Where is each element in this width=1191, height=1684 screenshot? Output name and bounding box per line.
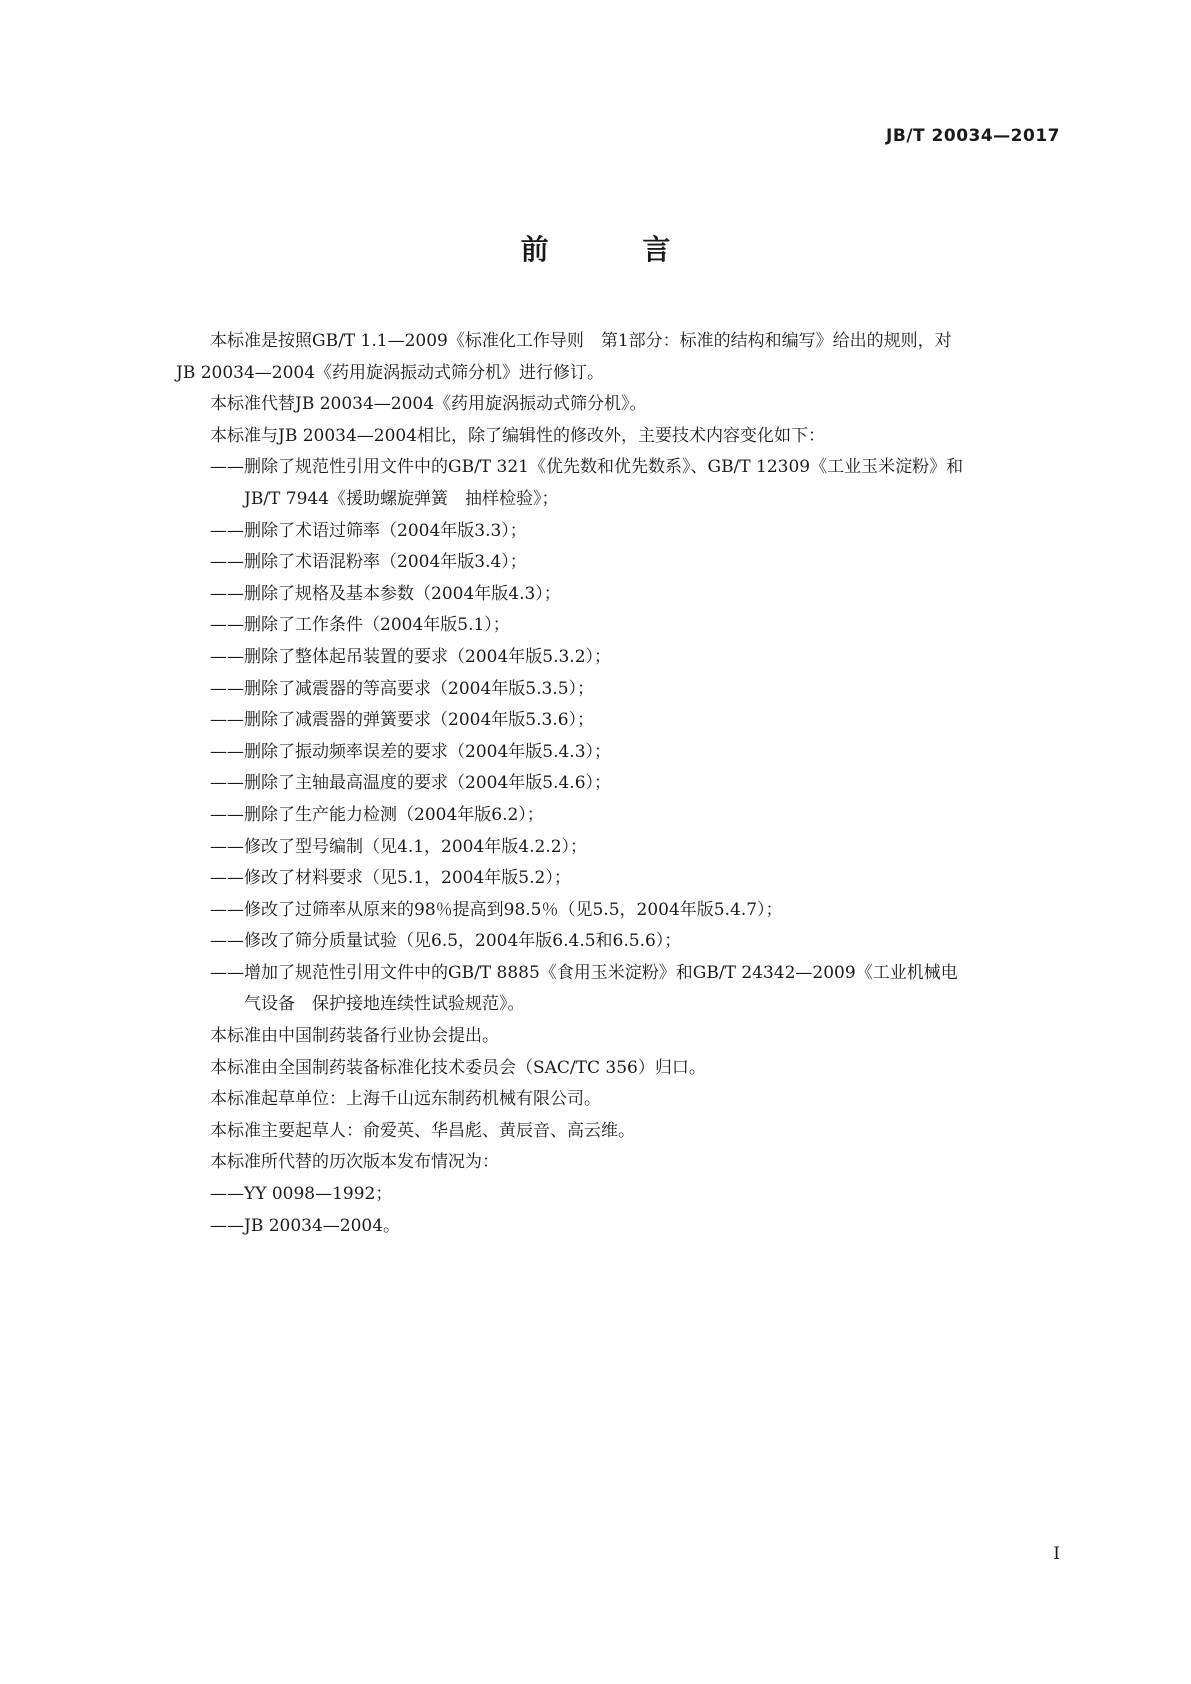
list-item-continuation: 气设备 保护接地连续性试验规范》。 xyxy=(244,994,525,1015)
list-item xyxy=(176,579,1060,611)
list-item xyxy=(176,610,1060,642)
list-item xyxy=(176,958,1060,1021)
list-item-text: ——修改了型号编制（见4.1，2004年版4.2.2）； xyxy=(210,836,588,857)
list-item xyxy=(176,737,1060,769)
list-item-text: ——删除了工作条件（2004年版5.1）； xyxy=(210,615,510,636)
list-item xyxy=(176,926,1060,958)
list-item xyxy=(176,863,1060,895)
list-item-text: ——删除了整体起吊装置的要求（2004年版5.3.2）； xyxy=(210,646,612,667)
list-item-text: ——删除了减震器的等高要求（2004年版5.3.5）； xyxy=(210,678,595,699)
list-item xyxy=(176,547,1060,579)
list-item-text: ——修改了过筛率从原来的98％提高到98.5％（见5.5，2004年版5.4.7）； xyxy=(210,899,783,920)
list-item-text: ——删除了规范性引用文件中的GB/T 321《优先数和优先数系》、GB/T 12309《工业玉米淀粉》和 xyxy=(210,457,964,478)
closing-paragraph: 本标准主要起草人：俞爱英、华昌彪、黄辰音、高云维。 xyxy=(210,1120,635,1141)
list-item-text: ——删除了主轴最高温度的要求（2004年版5.4.6）； xyxy=(210,773,612,794)
list-item xyxy=(176,1211,1060,1243)
page-number: I xyxy=(1053,1544,1060,1564)
list-item-text: ——YY 0098—1992； xyxy=(210,1184,393,1205)
list-item-text: ——JB 20034—2004。 xyxy=(210,1215,401,1236)
history-list xyxy=(176,1179,1060,1242)
list-item-text: ——删除了术语过筛率（2004年版3.3）； xyxy=(210,520,527,541)
document-code: JB/T 20034—2017 xyxy=(886,126,1060,146)
list-item-continuation: JB/T 7944《援助螺旋弹簧 抽样检验》； xyxy=(244,488,559,509)
intro-paragraph: 本标准代替JB 20034—2004《药用旋涡振动式筛分机》。 xyxy=(210,394,647,415)
list-item-text: ——增加了规范性引用文件中的GB/T 8885《食用玉米淀粉》和GB/T 24342—2009《工业机械电 xyxy=(210,962,958,983)
list-item xyxy=(176,1179,1060,1211)
closing-paragraph: 本标准所代替的历次版本发布情况为： xyxy=(210,1152,499,1173)
intro-line: JB 20034—2004《药用旋涡振动式筛分机》进行修订。 xyxy=(176,362,605,383)
list-item xyxy=(176,832,1060,864)
closing-paragraph: 本标准起草单位：上海千山远东制药机械有限公司。 xyxy=(210,1089,601,1110)
page-title: 前 言 xyxy=(520,233,713,266)
list-item-text: ——删除了生产能力检测（2004年版6.2）； xyxy=(210,804,544,825)
list-item-text: ——删除了振动频率误差的要求（2004年版5.4.3）； xyxy=(210,741,612,762)
changes-list xyxy=(176,452,1060,1021)
list-item-text: ——删除了术语混粉率（2004年版3.4）； xyxy=(210,552,527,573)
list-item xyxy=(176,895,1060,927)
list-item-text: ——删除了减震器的弹簧要求（2004年版5.3.6）； xyxy=(210,710,595,731)
list-item-text: ——修改了材料要求（见5.1，2004年版5.2）； xyxy=(210,868,571,889)
list-item xyxy=(176,674,1060,706)
closing-paragraph: 本标准由全国制药装备标准化技术委员会（SAC/TC 356）归口。 xyxy=(210,1057,706,1078)
list-item xyxy=(176,642,1060,674)
intro-paragraph xyxy=(176,326,1060,389)
list-item xyxy=(176,516,1060,548)
intro-paragraph: 本标准与JB 20034—2004相比，除了编辑性的修改外，主要技术内容变化如下： xyxy=(210,425,826,446)
list-item xyxy=(176,768,1060,800)
intro-line: 本标准是按照GB/T 1.1—2009《标准化工作导则 第1部分：标准的结构和编写》给出的规则，对 xyxy=(210,331,952,351)
list-item xyxy=(176,705,1060,737)
list-item-text: ——修改了筛分质量试验（见6.5，2004年版6.4.5和6.5.6）； xyxy=(210,931,682,952)
list-item xyxy=(176,452,1060,515)
list-item-text: ——删除了规格及基本参数（2004年版4.3）； xyxy=(210,583,561,604)
list-item xyxy=(176,800,1060,832)
foreword-body xyxy=(176,326,1060,1242)
closing-paragraph: 本标准由中国制药装备行业协会提出。 xyxy=(210,1026,499,1047)
